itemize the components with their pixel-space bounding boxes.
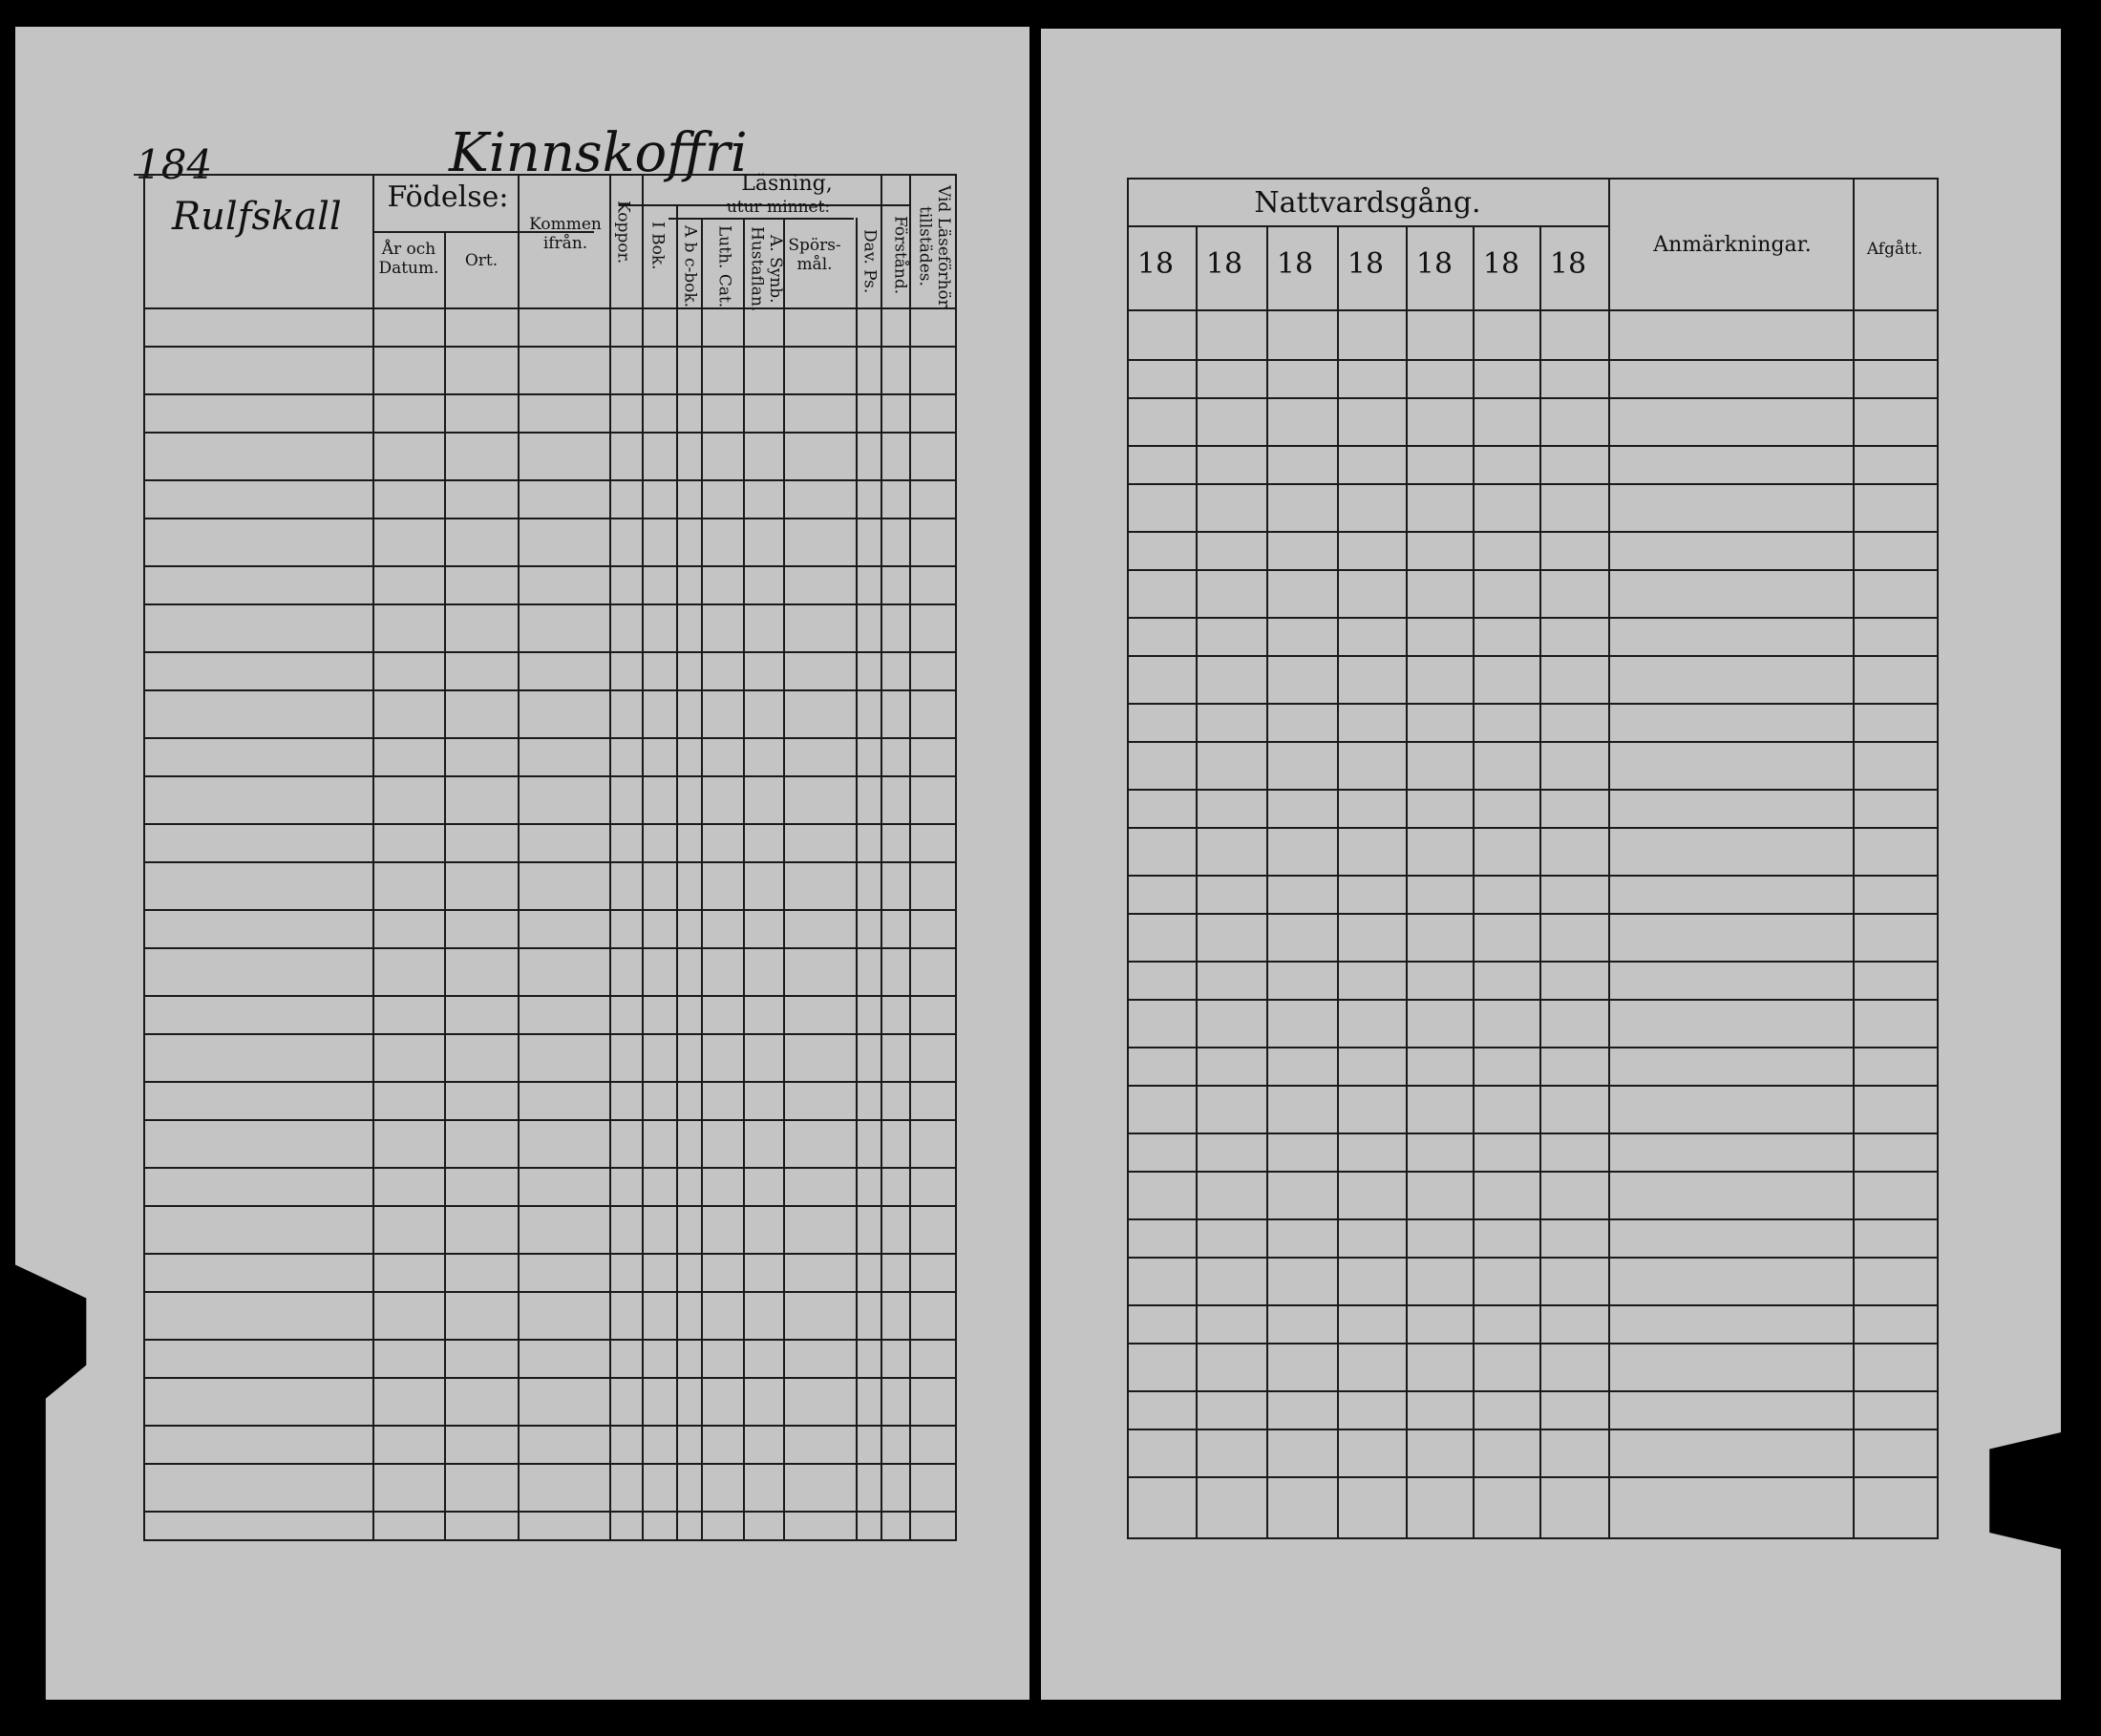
header-forstand: Förstånd. <box>890 216 910 295</box>
header-year-3: 18 <box>1276 247 1314 281</box>
header-year-2: 18 <box>1205 247 1243 281</box>
header-anmarkningar: Anmärkningar. <box>1653 233 1812 257</box>
header-luth-cat: Luth. Cat. <box>714 225 734 308</box>
header-ort: Ort. <box>464 251 499 270</box>
header-year-5: 18 <box>1415 247 1454 281</box>
header-year-1: 18 <box>1136 247 1175 281</box>
header-abc-bok: A b c-bok. <box>680 225 700 308</box>
parish-name: Kinnskoffri <box>449 122 748 184</box>
header-lasning: Läsning, <box>741 172 833 196</box>
header-utur-minnet: utur minnet: <box>726 198 831 217</box>
header-ar-och-datum: År och Datum. <box>378 240 439 278</box>
header-sporsmal: Spörs-mål. <box>788 236 841 274</box>
header-koppor: Koppor. <box>613 201 633 265</box>
header-afgatt: Afgått. <box>1866 240 1923 259</box>
header-i-bok: I Bok. <box>647 222 668 270</box>
header-year-4: 18 <box>1347 247 1385 281</box>
header-a-synb-hustaflan: A. Synb. Hustaflan. <box>747 226 786 312</box>
header-year-6: 18 <box>1482 247 1520 281</box>
farm-name: Rulfskall <box>172 195 342 239</box>
book-gutter <box>1029 0 1041 1736</box>
right-register-table <box>1127 178 1939 1539</box>
page-number: 184 <box>136 141 213 188</box>
header-kommen-ifran: Kommen ifrån. <box>529 215 602 253</box>
header-fodelse: Födelse: <box>387 180 509 214</box>
left-register-table <box>143 174 957 1541</box>
header-nattvardsgang: Nattvardsgång. <box>1254 186 1481 220</box>
header-dav-ps: Dav. Ps. <box>860 229 880 294</box>
header-vid-laseforhor: Vid Läseförhör tillstädes. <box>915 185 954 307</box>
header-year-7: 18 <box>1549 247 1587 281</box>
